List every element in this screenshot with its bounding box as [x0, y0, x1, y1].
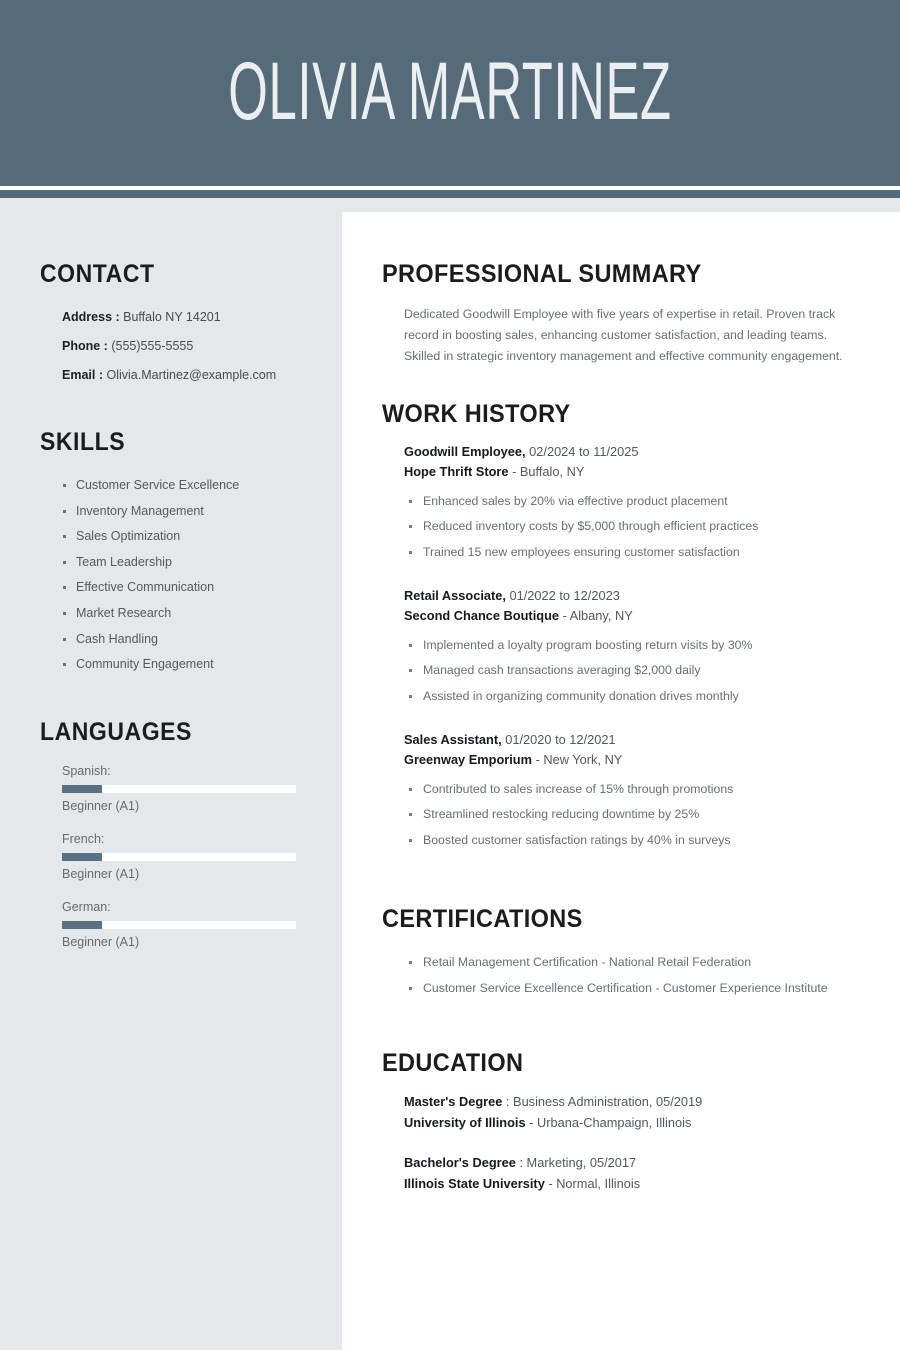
list-item: Customer Service Excellence Certification - Customer Experience Institute [404, 976, 900, 1002]
job-dates: 01/2020 to 12/2021 [505, 732, 616, 748]
certifications-list [404, 950, 900, 1001]
education-entry [404, 1153, 900, 1194]
skills-list [62, 473, 342, 678]
list-item: Market Research [62, 601, 342, 627]
language-proficiency-bar [62, 921, 296, 929]
education-school: Illinois State University [404, 1175, 545, 1191]
section-heading-certifications: CERTIFICATIONS [382, 905, 583, 934]
section-heading-education: EDUCATION [382, 1049, 524, 1078]
job-dates: 01/2022 to 12/2023 [509, 588, 620, 604]
education-degree-line [404, 1092, 900, 1112]
list-item: Contributed to sales increase of 15% through promotions [404, 777, 900, 803]
contact-value: Olivia.Martinez@example.com [106, 368, 277, 382]
work-company-line [404, 462, 900, 482]
language-proficiency-bar [62, 785, 296, 793]
list-item: Assisted in organizing community donation drives monthly [404, 684, 900, 710]
sidebar-column [0, 198, 342, 1350]
list-item: Effective Communication [62, 575, 342, 601]
language-proficiency-bar [62, 853, 296, 861]
list-item: Sales Optimization [62, 524, 342, 550]
education-field: : Marketing, 05/2017 [519, 1155, 637, 1171]
page-title: OLIVIA MARTINEZ [228, 46, 672, 137]
list-item: Reduced inventory costs by $5,000 through efficient practices [404, 514, 900, 540]
contact-label: Email : [62, 368, 103, 382]
language-level: Beginner (A1) [62, 798, 140, 813]
work-title-line [404, 730, 900, 750]
header-accent-rule [0, 190, 900, 198]
section-heading-contact: CONTACT [40, 260, 155, 288]
section-heading-languages: LANGUAGES [40, 717, 192, 746]
education-school: University of Illinois [404, 1114, 526, 1130]
language-level: Beginner (A1) [62, 866, 140, 881]
education-degree: Bachelor's Degree [404, 1155, 516, 1171]
work-entry [404, 730, 900, 853]
language-proficiency-fill [62, 785, 102, 793]
education-location: - Urbana-Champaign, Illinois [529, 1114, 692, 1130]
contact-label: Address : [62, 310, 120, 324]
job-company: Second Chance Boutique [404, 607, 559, 623]
list-item: Customer Service Excellence [62, 473, 342, 499]
job-location: - Albany, NY [562, 607, 633, 623]
language-proficiency-fill [62, 921, 102, 929]
list-item: Community Engagement [62, 652, 342, 678]
languages-list [62, 761, 342, 953]
header-banner [0, 0, 900, 186]
work-title-line [404, 442, 900, 462]
list-item [62, 897, 342, 953]
work-entry [404, 442, 900, 565]
list-item: Inventory Management [62, 499, 342, 525]
language-name: German: [62, 899, 111, 914]
section-heading-summary: PROFESSIONAL SUMMARY [382, 260, 702, 288]
contact-row [62, 361, 342, 390]
list-item: Trained 15 new employees ensuring customer satisfaction [404, 540, 900, 566]
education-field: : Business Administration, 05/2019 [505, 1094, 703, 1110]
language-level: Beginner (A1) [62, 934, 140, 949]
job-title: Retail Associate, [404, 588, 506, 604]
work-company-line [404, 750, 900, 770]
work-title-line [404, 586, 900, 606]
contact-value: (555)555-5555 [111, 339, 194, 353]
language-name: French: [62, 831, 105, 846]
work-company-line [404, 606, 900, 626]
language-name: Spanish: [62, 763, 111, 778]
work-bullets [404, 489, 900, 566]
contact-list [62, 303, 342, 390]
contact-row [62, 332, 342, 361]
section-heading-skills: SKILLS [40, 428, 126, 456]
education-school-line [404, 1174, 900, 1194]
job-title: Goodwill Employee, [404, 444, 526, 460]
job-company: Greenway Emporium [404, 751, 533, 767]
list-item [62, 761, 342, 817]
job-title: Sales Assistant, [404, 732, 502, 748]
list-item: Retail Management Certification - National Retail Federation [404, 950, 900, 976]
education-school-line [404, 1113, 900, 1133]
education-degree: Master's Degree [404, 1094, 503, 1110]
education-entry [404, 1092, 900, 1133]
list-item [62, 829, 342, 885]
contact-row [62, 303, 342, 332]
list-item: Boosted customer satisfaction ratings by 40% in surveys [404, 828, 900, 854]
work-entry [404, 586, 900, 709]
education-location: - Normal, Illinois [548, 1175, 641, 1191]
list-item: Enhanced sales by 20% via effective product placement [404, 489, 900, 515]
contact-value: Buffalo NY 14201 [123, 310, 221, 324]
professional-summary-text: Dedicated Goodwill Employee with five years of expertise in retail. Proven track record in boosting sales, enhancing customer satisfaction, and leading teams. Skilled in strategic inventory management and effective community engagement. [404, 307, 843, 363]
main-column [342, 212, 900, 1350]
list-item: Streamlined restocking reducing downtime by 25% [404, 802, 900, 828]
language-proficiency-fill [62, 853, 102, 861]
job-dates: 02/2024 to 11/2025 [529, 444, 639, 460]
work-bullets [404, 777, 900, 854]
job-location: - New York, NY [535, 751, 623, 767]
job-company: Hope Thrift Store [404, 463, 509, 479]
job-location: - Buffalo, NY [512, 463, 585, 479]
education-degree-line [404, 1153, 900, 1173]
list-item: Implemented a loyalty program boosting return visits by 30% [404, 633, 900, 659]
contact-label: Phone : [62, 339, 108, 353]
work-bullets [404, 633, 900, 710]
section-heading-work-history: WORK HISTORY [382, 400, 571, 429]
list-item: Managed cash transactions averaging $2,000 daily [404, 658, 900, 684]
list-item: Team Leadership [62, 550, 342, 576]
list-item: Cash Handling [62, 627, 342, 653]
